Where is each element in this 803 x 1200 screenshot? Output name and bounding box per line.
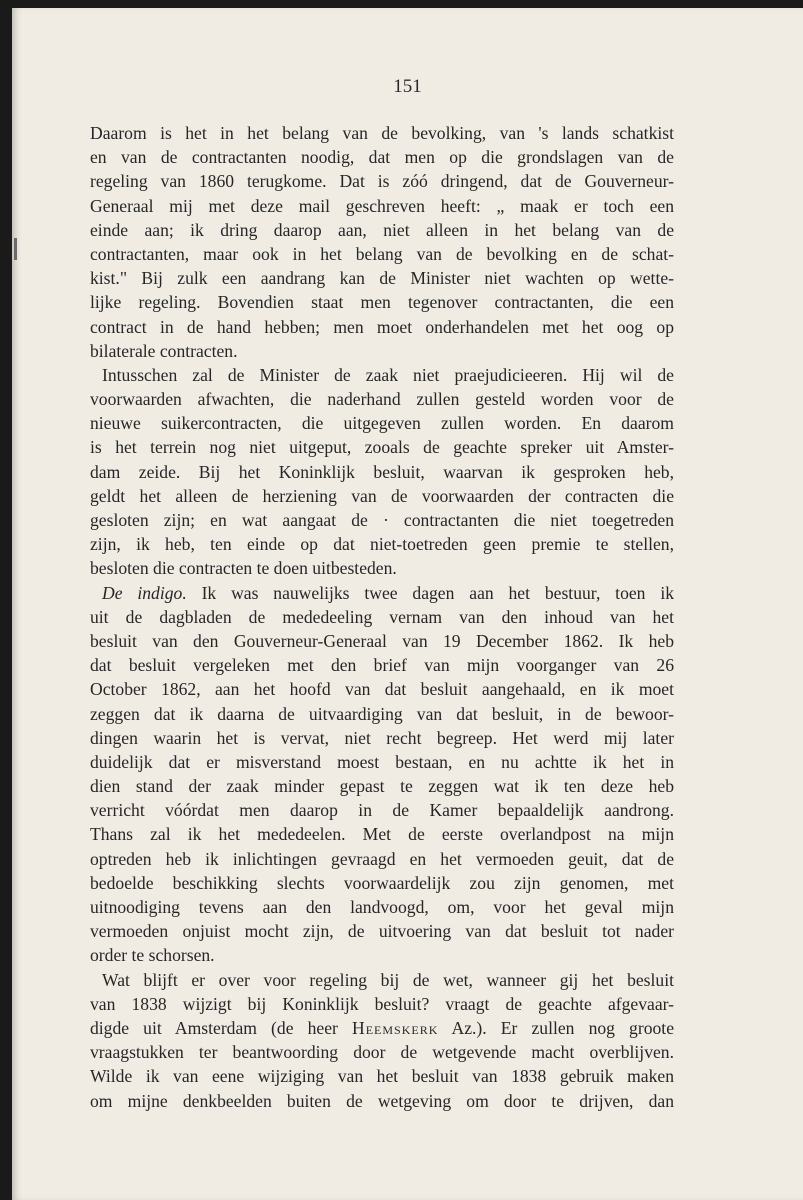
text-segment: Az.). Er zullen nog groote	[438, 1017, 674, 1038]
text-segment: digde uit Amsterdam (de heer	[90, 1017, 352, 1038]
text-line: Wilde ik van eene wijziging van het besluit van 1838 gebruik maken	[90, 1066, 674, 1087]
text-line: en van de contractanten noodig, dat men op die grondslagen van de	[90, 147, 674, 168]
text-line: optreden heb ik inlichtingen gevraagd en het vermoeden geuit, dat de	[90, 848, 674, 869]
text-line: contract in de hand hebben; men moet onderhandelen met het oog op	[90, 316, 674, 337]
text-line: dat besluit vergeleken met den brief van mijn voorganger van 26	[90, 655, 674, 676]
text-line: contractanten, maar ook in het belang van de bevolking en de schat-	[90, 243, 674, 264]
text-line: van 1838 wijzigt bij Koninklijk besluit? vraagt de geachte afgevaar-	[90, 993, 674, 1014]
text-line	[90, 581, 674, 605]
person-name-heemskerk: Heemskerk	[352, 1017, 439, 1038]
text-line: order te schorsen.	[90, 945, 215, 966]
text-line: dien stand der zaak minder gepast te zeggen wat ik ten deze heb	[90, 776, 674, 797]
text-line: dam zeide. Bij het Koninklijk besluit, waarvan ik gesproken heb,	[90, 461, 674, 482]
book-page	[12, 8, 803, 1200]
text-line: dingen waarin het is vervat, niet recht begreep. Het werd mij later	[90, 727, 674, 748]
text-line: is het terrein nog niet uitgeput, zooals de geachte spreker uit Amster-	[90, 437, 674, 458]
section-heading-indigo: De indigo.	[102, 582, 187, 603]
text-line: bilaterale contracten.	[90, 340, 238, 361]
text-line: verricht vóórdat men daarop in de Kamer bepaaldelijk aandrong.	[90, 800, 674, 821]
text-line: duidelijk dat er misverstand moest bestaan, en nu achtte ik het in	[90, 751, 674, 772]
text-line: zeggen dat ik daarna de uitvaardiging van dat besluit, in de bewoor-	[90, 703, 674, 724]
text-line: einde aan; ik dring daarop aan, niet alleen in het belang van de	[90, 219, 674, 240]
text-line: lijke regeling. Bovendien staat men tegenover contractanten, die een	[90, 292, 674, 313]
text-line: uitnoodiging tevens aan den landvoogd, om, voor het geval mijn	[90, 897, 674, 917]
text-line: kist." Bij zulk een aandrang kan de Minister niet wachten op wette-	[90, 268, 674, 289]
text-line: geldt het alleen de herziening van de voorwaarden der contracten die	[90, 485, 674, 506]
text-line: vraagstukken ter beantwoording door de wetgevende macht overblijven.	[90, 1042, 674, 1063]
text-line: Thans zal ik het mededeelen. Met de eerste overlandpost na mijn	[90, 824, 674, 845]
text-line: regeling van 1860 terugkome. Dat is zóó dringend, dat de Gouverneur-	[90, 171, 674, 192]
text-line: besluit van den Gouverneur-Generaal van 19 December 1862. Ik heb	[90, 630, 674, 651]
body-text	[90, 121, 674, 1113]
text-line	[90, 1016, 674, 1040]
text-line: besloten die contracten te doen uitbesteden.	[90, 558, 397, 579]
text-line: nieuwe suikercontracten, die uitgegeven zullen worden. En daarom	[90, 413, 674, 434]
text-line: vermoeden onjuist mocht zijn, de uitvoering van dat besluit tot nader	[90, 921, 674, 942]
text-line: Intusschen zal de Minister de zaak niet praejudicieeren. Hij wil de	[102, 364, 674, 385]
text-line: voorwaarden afwachten, die naderhand zullen gesteld worden voor de	[90, 389, 674, 410]
text-line: October 1862, aan het hoofd van dat besluit aangehaald, en ik moet	[90, 679, 674, 700]
page-number: 151	[393, 76, 422, 97]
text-line-continuation: Ik was nauwelijks twee dagen aan het bestuur, toen ik	[186, 582, 674, 603]
text-line: Daarom is het in het belang van de bevolking, van 's lands schatkist	[90, 123, 674, 143]
text-line: Wat blijft er over voor regeling bij de wet, wanneer gij het besluit	[102, 969, 674, 990]
text-line: om mijne denkbeelden buiten de wetgeving om door te drijven, dan	[90, 1090, 674, 1111]
text-line: zijn, ik heb, ten einde op dat niet-toetreden geen premie te stellen,	[90, 534, 674, 555]
text-line: Generaal mij met deze mail geschreven heeft: „ maak er toch een	[90, 195, 674, 216]
text-line: bedoelde beschikking slechts voorwaardelijk zou zijn genomen, met	[90, 872, 674, 893]
text-line: gesloten zijn; en wat aangaat de · contractanten die niet toegetreden	[90, 510, 674, 530]
margin-mark	[14, 238, 17, 260]
text-line: uit de dagbladen de mededeeling vernam van den inhoud van het	[90, 606, 674, 627]
